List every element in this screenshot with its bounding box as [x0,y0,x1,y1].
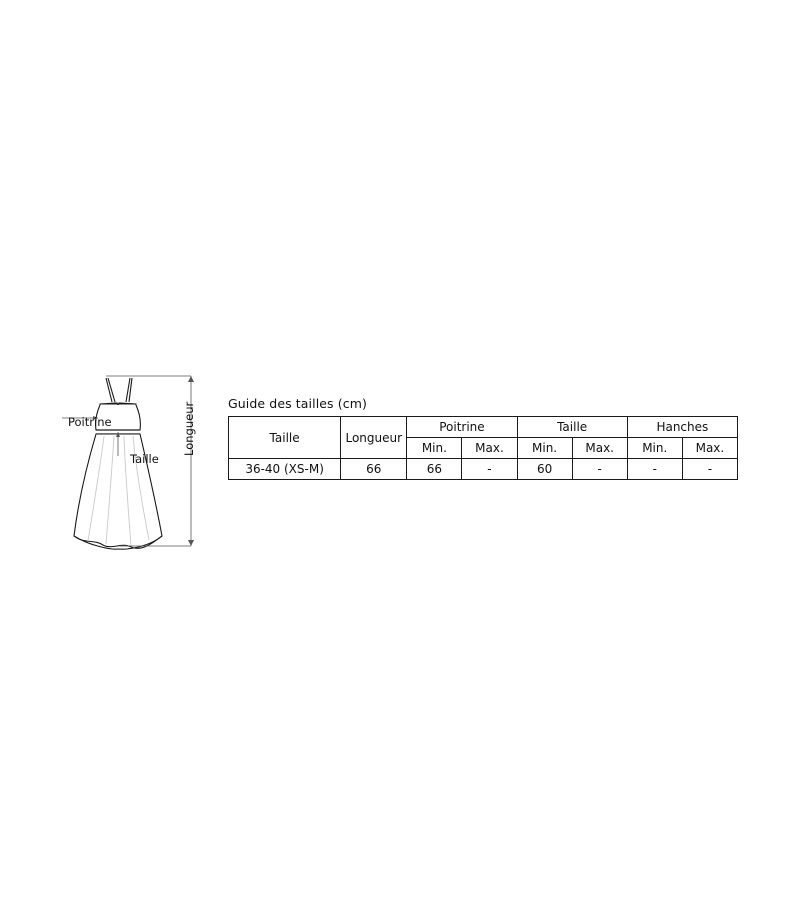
diagram-label-waist: Taille [130,452,159,466]
cell-hips-min: - [627,459,682,480]
dress-diagram [60,368,210,563]
diagram-label-bust: Poitrine [68,415,112,429]
header-bust-max: Max. [462,438,517,459]
table-header-row-primary [229,417,738,438]
cell-length: 66 [341,459,407,480]
header-size: Taille [229,417,341,459]
size-table-block [228,396,740,480]
header-waist-min: Min. [517,438,572,459]
size-table-caption: Guide des tailles (cm) [228,396,367,411]
header-hips-max: Max. [682,438,737,459]
header-bust: Poitrine [407,417,517,438]
size-table [228,416,738,480]
diagram-label-length: Longueur [182,401,196,456]
header-waist-max: Max. [572,438,627,459]
cell-waist-min: 60 [517,459,572,480]
header-waist: Taille [517,417,627,438]
cell-hips-max: - [682,459,737,480]
cell-bust-max: - [462,459,517,480]
header-hips: Hanches [627,417,737,438]
header-length: Longueur [341,417,407,459]
cell-size: 36-40 (XS-M) [229,459,341,480]
cell-bust-min: 66 [407,459,462,480]
header-hips-min: Min. [627,438,682,459]
header-bust-min: Min. [407,438,462,459]
cell-waist-max: - [572,459,627,480]
table-row [229,459,738,480]
